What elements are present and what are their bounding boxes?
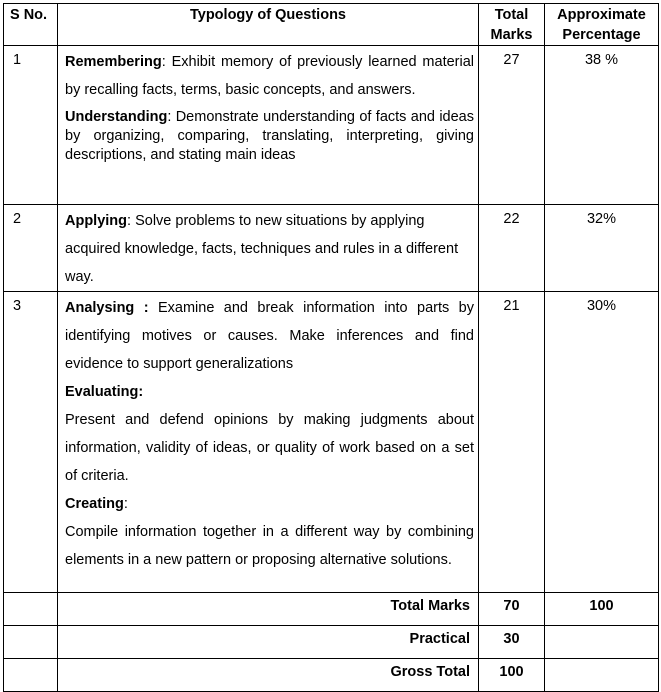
row-marks: 22 xyxy=(479,205,545,292)
typology-term: Applying xyxy=(65,213,128,229)
row-typology xyxy=(58,205,479,292)
empty-cell xyxy=(4,659,58,692)
typology-term: Remembering xyxy=(65,54,162,70)
typology-paragraph: Applying: Solve problems to new situations by applying acquired knowledge, facts, techniques and rules in a different way. xyxy=(65,213,459,285)
practical-marks-value: 30 xyxy=(479,626,545,659)
practical-row xyxy=(4,626,659,659)
practical-label: Practical xyxy=(58,626,479,659)
gross-total-marks-value: 100 xyxy=(479,659,545,692)
typology-paragraph: Remembering: Exhibit memory of previously learned material by recalling facts, terms, basic concepts, and answers. xyxy=(65,54,474,98)
table-row xyxy=(4,46,659,205)
empty-cell xyxy=(4,593,58,626)
typology-description: Present and defend opinions by making judgments about information, validity of ideas, or quality of work based on a set of criteria. xyxy=(65,412,474,484)
total-percentage-value: 100 xyxy=(545,593,659,626)
table-row xyxy=(4,205,659,292)
header-approximate-percentage: Approximate Percentage xyxy=(545,4,659,46)
row-typology xyxy=(58,46,479,205)
typology-term: Understanding xyxy=(65,109,168,125)
row-percentage: 32% xyxy=(545,205,659,292)
table-row xyxy=(4,292,659,593)
typology-term: Analysing : xyxy=(65,300,149,316)
row-sno: 2 xyxy=(4,205,58,292)
row-marks: 21 xyxy=(479,292,545,593)
header-total-marks: Total Marks xyxy=(479,4,545,46)
typology-description: Compile information together in a different way by combining elements in a new pattern or proposing alternative solutions. xyxy=(65,524,474,568)
total-label: Total Marks xyxy=(58,593,479,626)
gross-total-row xyxy=(4,659,659,692)
typology-description: Examine and break information into parts by identifying motives or causes. Make inferences and find evidence to support generalizations xyxy=(65,300,474,372)
header-typology: Typology of Questions xyxy=(58,4,479,46)
row-sno: 1 xyxy=(4,46,58,205)
row-percentage: 38 % xyxy=(545,46,659,205)
typology-description: Exhibit memory of previously learned material by recalling facts, terms, basic concepts, and answers. xyxy=(65,54,474,98)
empty-cell xyxy=(545,659,659,692)
typology-term: Evaluating: xyxy=(65,384,144,400)
row-marks: 27 xyxy=(479,46,545,205)
header-sno: S No. xyxy=(4,4,58,46)
typology-description: Demonstrate understanding of facts and ideas by organizing, comparing, translating, interpreting, giving descriptions, and stating main ideas xyxy=(65,109,474,163)
typology-description: Solve problems to new situations by applying acquired knowledge, facts, techniques and rules in a different way. xyxy=(65,213,459,285)
header-row xyxy=(4,4,659,46)
typology-term: Creating xyxy=(65,496,124,512)
typology-paragraph: Understanding: Demonstrate understanding of facts and ideas by organizing, comparing, translating, interpreting, giving descriptions, and stating main ideas xyxy=(65,109,474,163)
total-marks-value: 70 xyxy=(479,593,545,626)
gross-total-label: Gross Total xyxy=(58,659,479,692)
row-percentage: 30% xyxy=(545,292,659,593)
typology-paragraph: Creating: xyxy=(65,496,128,512)
empty-cell xyxy=(4,626,58,659)
row-typology xyxy=(58,292,479,593)
typology-paragraph xyxy=(65,294,474,378)
row-sno: 3 xyxy=(4,292,58,593)
typology-table xyxy=(3,3,659,692)
total-marks-row xyxy=(4,593,659,626)
empty-cell xyxy=(545,626,659,659)
